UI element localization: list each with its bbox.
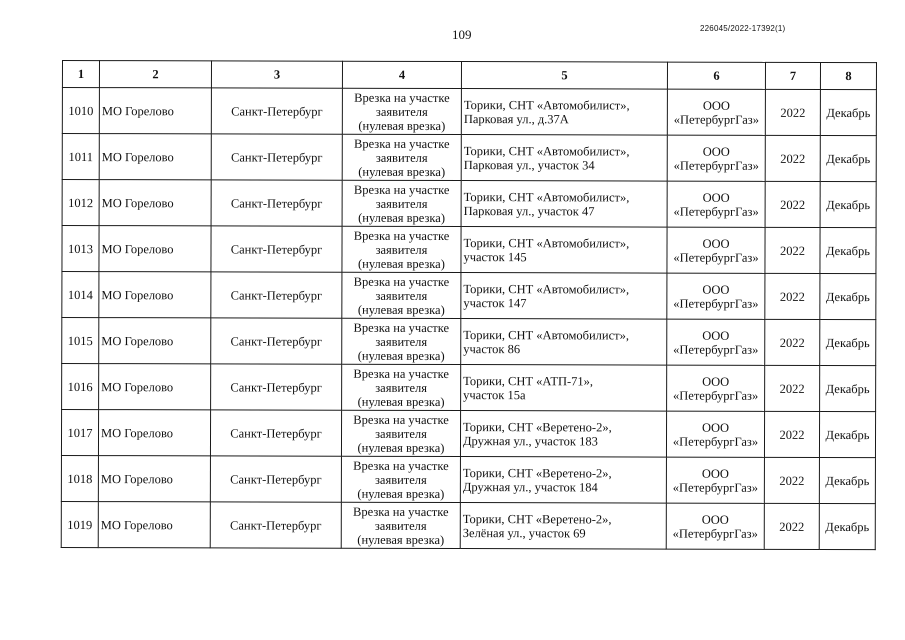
year: 2022 [765, 273, 820, 319]
organization-line: ООО [701, 466, 729, 481]
work-type [341, 502, 460, 548]
column-header-3: 3 [211, 61, 342, 88]
month: Декабрь [820, 227, 876, 273]
column-header-8: 8 [820, 62, 876, 89]
gas-connection-table [61, 60, 877, 550]
table-row [61, 455, 875, 503]
address-line: участок 15а [463, 387, 526, 402]
organization-line: «ПетербургГаз» [673, 296, 759, 311]
municipality: МО Горелово [99, 134, 211, 180]
address-line: Торики, СНТ «Автомобилист», [463, 189, 630, 204]
organization [667, 227, 765, 273]
page-number: 109 [452, 27, 472, 42]
organization-line: ООО [701, 512, 729, 527]
address [460, 411, 666, 458]
address [461, 89, 667, 136]
municipality: МО Горелово [99, 180, 211, 226]
organization-line: «ПетербургГаз» [673, 342, 759, 357]
month: Декабрь [820, 89, 876, 135]
header-row [62, 61, 876, 90]
work-type-line: заявителя [375, 426, 427, 441]
work-type-line: заявителя [375, 104, 428, 119]
organization [666, 457, 764, 503]
row-number: 1017 [61, 410, 98, 456]
organization [667, 319, 765, 365]
work-type-line: (нулевая врезка) [357, 440, 445, 455]
row-number: 1015 [62, 318, 99, 364]
municipality: МО Горелово [99, 318, 211, 364]
year: 2022 [764, 503, 819, 549]
work-type-line: Врезка на участке [353, 136, 450, 151]
organization-line: ООО [702, 190, 730, 205]
municipality: МО Горелово [99, 272, 211, 318]
city: Санкт-Петербург [210, 502, 341, 548]
work-type-line: заявителя [374, 518, 427, 533]
month: Декабрь [819, 503, 875, 549]
work-type-line: Врезка на участке [353, 182, 450, 197]
address-line: участок 145 [463, 249, 527, 264]
work-type-line: Врезка на участке [353, 274, 450, 289]
organization [667, 89, 765, 135]
column-header-2: 2 [99, 61, 211, 88]
city: Санкт-Петербург [211, 272, 342, 318]
city: Санкт-Петербург [211, 180, 342, 226]
year: 2022 [764, 457, 819, 503]
address-line: Торики, СНТ «Автомобилист», [463, 281, 630, 296]
organization-line: ООО [702, 328, 730, 343]
work-type-line: заявителя [375, 196, 428, 211]
table-row [62, 88, 876, 136]
address [461, 319, 667, 366]
work-type-line: (нулевая врезка) [357, 532, 445, 547]
address-line: Дружная ул., участок 184 [462, 479, 598, 494]
address-line: Парковая ул., д.37А [463, 111, 569, 126]
work-type-line: (нулевая врезка) [357, 394, 445, 409]
table-row [62, 134, 876, 182]
address-line: Дружная ул., участок 183 [462, 433, 598, 448]
organization [667, 181, 765, 227]
work-type [342, 88, 461, 134]
table-row [61, 501, 875, 549]
month: Декабрь [820, 273, 876, 319]
organization-line: «ПетербургГаз» [673, 112, 759, 127]
year: 2022 [765, 135, 820, 181]
row-number: 1010 [62, 88, 99, 134]
work-type-line: (нулевая врезка) [357, 302, 445, 317]
organization-line: «ПетербургГаз» [672, 434, 759, 449]
work-type [342, 364, 461, 410]
address-line: Торики, СНТ «АТП-71», [463, 373, 594, 388]
month: Декабрь [819, 457, 875, 503]
address [461, 227, 667, 274]
organization-line: ООО [702, 236, 730, 251]
column-header-4: 4 [342, 61, 461, 88]
municipality: МО Горелово [99, 88, 211, 134]
row-number: 1011 [62, 134, 99, 180]
row-number: 1019 [61, 501, 98, 547]
column-header-7: 7 [765, 62, 820, 89]
work-type-line: заявителя [374, 472, 427, 487]
address-line: Зелёная ул., участок 69 [462, 525, 586, 540]
address-line: Торики, СНТ «Веретено-2», [462, 465, 612, 480]
city: Санкт-Петербург [211, 364, 342, 410]
year: 2022 [765, 227, 820, 273]
work-type-line: Врезка на участке [353, 412, 449, 427]
work-type-line: (нулевая врезка) [357, 256, 445, 271]
address [461, 273, 667, 320]
city: Санкт-Петербург [210, 410, 341, 456]
address-line: Торики, СНТ «Автомобилист», [463, 143, 630, 158]
work-type-line: Врезка на участке [353, 228, 450, 243]
row-number: 1018 [61, 455, 98, 501]
work-type-line: (нулевая врезка) [358, 118, 446, 133]
city: Санкт-Петербург [210, 456, 341, 502]
address-line: Торики, СНТ «Веретено-2», [462, 511, 612, 526]
work-type-line: Врезка на участке [353, 458, 449, 473]
organization-line: ООО [702, 144, 730, 159]
column-header-1: 1 [62, 61, 99, 88]
organization [666, 503, 764, 549]
address [461, 365, 667, 412]
year: 2022 [764, 411, 819, 457]
work-type-line: Врезка на участке [353, 366, 449, 381]
organization-line: «ПетербургГаз» [673, 204, 759, 219]
organization-line: «ПетербургГаз» [673, 250, 759, 265]
address-line: Парковая ул., участок 34 [463, 157, 595, 172]
city: Санкт-Петербург [211, 134, 342, 180]
work-type [342, 318, 461, 364]
work-type-line: (нулевая врезка) [358, 164, 446, 179]
table-row [62, 226, 876, 274]
month: Декабрь [820, 365, 876, 411]
city: Санкт-Петербург [211, 88, 342, 134]
address [460, 457, 666, 504]
table-row [61, 410, 875, 458]
table-row [62, 180, 876, 228]
month: Декабрь [820, 319, 876, 365]
municipality: МО Горелово [99, 364, 211, 410]
organization-line: ООО [701, 420, 730, 435]
city: Санкт-Петербург [211, 226, 342, 272]
organization-line: «ПетербургГаз» [672, 480, 759, 495]
row-number: 1012 [62, 180, 99, 226]
organization [667, 273, 765, 319]
work-type [342, 180, 461, 226]
organization [667, 365, 765, 411]
municipality: МО Горелово [98, 410, 210, 456]
row-number: 1016 [62, 364, 99, 410]
work-type [342, 134, 461, 180]
work-type-line: (нулевая врезка) [357, 348, 445, 363]
work-type-line: заявителя [375, 150, 428, 165]
work-type-line: (нулевая врезка) [357, 486, 445, 501]
address-line: участок 147 [463, 295, 527, 310]
year: 2022 [765, 319, 820, 365]
organization-line: ООО [702, 374, 730, 389]
work-type-line: заявителя [375, 242, 428, 257]
table-body [61, 88, 876, 550]
city: Санкт-Петербург [211, 318, 342, 364]
organization-line: ООО [702, 282, 730, 297]
address-line: Торики, СНТ «Автомобилист», [463, 235, 630, 250]
organization-line: ООО [702, 98, 730, 113]
document-code: 226045/2022-17392(1) [700, 24, 786, 33]
work-type-line: (нулевая врезка) [358, 210, 446, 225]
work-type [342, 226, 461, 272]
month: Декабрь [819, 411, 875, 457]
work-type [341, 456, 460, 502]
year: 2022 [765, 89, 820, 135]
year: 2022 [765, 365, 820, 411]
address-line: Торики, СНТ «Автомобилист», [463, 327, 630, 342]
municipality: МО Горелово [98, 456, 210, 502]
column-header-6: 6 [667, 62, 765, 89]
work-type-line: заявителя [375, 380, 428, 395]
organization-line: «ПетербургГаз» [673, 158, 759, 173]
address-line: Торики, СНТ «Веретено-2», [463, 419, 612, 434]
work-type-line: заявителя [375, 288, 428, 303]
address [461, 181, 667, 228]
work-type-line: заявителя [375, 334, 428, 349]
organization-line: «ПетербургГаз» [672, 388, 759, 403]
year: 2022 [765, 181, 820, 227]
organization-line: «ПетербургГаз» [672, 526, 758, 541]
row-number: 1014 [62, 272, 99, 318]
address-line: Парковая ул., участок 47 [463, 203, 595, 218]
table-row [62, 272, 876, 320]
month: Декабрь [820, 135, 876, 181]
table-row [62, 318, 876, 366]
table-row [62, 364, 876, 412]
work-type-line: Врезка на участке [353, 320, 450, 335]
row-number: 1013 [62, 226, 99, 272]
organization [666, 411, 764, 457]
address-line: участок 86 [463, 341, 521, 356]
address [461, 135, 667, 182]
column-header-5: 5 [461, 62, 667, 90]
work-type-line: Врезка на участке [354, 90, 450, 105]
work-type [342, 272, 461, 318]
work-type-line: Врезка на участке [353, 504, 449, 519]
address-line: Торики, СНТ «Автомобилист», [463, 97, 630, 112]
work-type [341, 410, 460, 456]
organization [667, 135, 765, 181]
address [460, 503, 666, 550]
month: Декабрь [820, 181, 876, 227]
municipality: МО Горелово [98, 502, 210, 548]
municipality: МО Горелово [99, 226, 211, 272]
